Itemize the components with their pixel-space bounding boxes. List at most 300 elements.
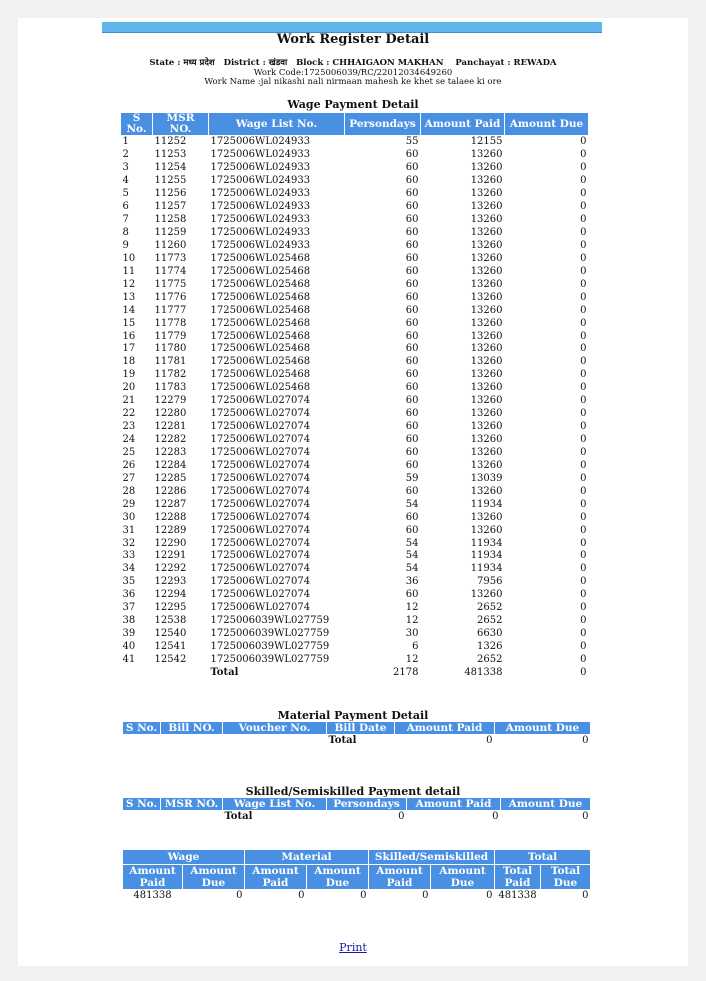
material-total-row — [123, 735, 591, 748]
table-row — [121, 602, 589, 615]
row-amount-due: 0 — [580, 162, 587, 174]
row-persondays: 55 — [405, 136, 419, 148]
summary-wage-paid: 481338 — [133, 890, 172, 902]
row-persondays: 60 — [405, 149, 419, 161]
row-persondays: 60 — [405, 408, 419, 420]
row-persondays: 60 — [405, 356, 419, 368]
row-msr-no: 12287 — [154, 498, 187, 510]
row-wage-list-no: 1725006WL025468 — [210, 382, 311, 394]
summary-material-paid: 0 — [298, 890, 305, 902]
row-wage-list-no: 1725006WL027074 — [210, 459, 311, 471]
row-amount-paid: 7956 — [477, 576, 503, 588]
row-amount-due: 0 — [580, 589, 587, 601]
table-row — [121, 343, 589, 356]
col-amount-due: Amount Due — [495, 722, 591, 735]
row-amount-paid: 13260 — [470, 188, 503, 200]
table-row — [121, 136, 589, 149]
row-amount-due: 0 — [580, 291, 587, 303]
wage-total-due: 0 — [580, 666, 587, 678]
row-s-no: 25 — [122, 446, 136, 458]
table-row — [121, 317, 589, 330]
row-wage-list-no: 1725006039WL027759 — [210, 653, 330, 665]
row-wage-list-no: 1725006WL024933 — [210, 201, 311, 213]
row-amount-paid: 13260 — [470, 291, 503, 303]
row-amount-due: 0 — [580, 628, 587, 640]
row-wage-list-no: 1725006WL027074 — [210, 524, 311, 536]
row-amount-paid: 13260 — [470, 343, 503, 355]
row-amount-paid: 2652 — [477, 653, 503, 665]
row-msr-no: 12292 — [154, 563, 187, 575]
summary-total-due-header: Total Due — [541, 865, 591, 890]
row-amount-due: 0 — [580, 459, 587, 471]
row-persondays: 12 — [405, 602, 419, 614]
row-s-no: 16 — [122, 330, 136, 342]
row-s-no: 22 — [122, 408, 136, 420]
skilled-total-label: Total — [224, 811, 253, 823]
row-persondays: 6 — [412, 641, 419, 653]
panchayat-value: REWADA — [513, 58, 557, 68]
location-info — [0, 57, 706, 68]
summary-total-due: 0 — [582, 890, 589, 902]
row-amount-paid: 12155 — [470, 136, 503, 148]
row-wage-list-no: 1725006WL025468 — [210, 343, 311, 355]
table-row — [121, 291, 589, 304]
row-msr-no: 11776 — [154, 291, 187, 303]
col-msr-no: MSR NO. — [161, 798, 223, 811]
summary-group-wage: Wage — [123, 850, 245, 865]
row-s-no: 36 — [122, 589, 136, 601]
table-row — [121, 408, 589, 421]
row-amount-due: 0 — [580, 472, 587, 484]
row-msr-no: 11256 — [154, 188, 187, 200]
row-persondays: 60 — [405, 265, 419, 277]
summary-material-paid-header: Amount Paid — [245, 865, 307, 890]
table-row — [121, 278, 589, 291]
row-wage-list-no: 1725006WL027074 — [210, 421, 311, 433]
row-amount-paid: 13260 — [470, 317, 503, 329]
row-s-no: 18 — [122, 356, 136, 368]
row-amount-paid: 11934 — [470, 498, 503, 510]
row-wage-list-no: 1725006WL025468 — [210, 265, 311, 277]
row-s-no: 14 — [122, 304, 136, 316]
state-value: मध्य प्रदेश — [183, 58, 215, 68]
table-row — [121, 369, 589, 382]
skilled-payment-table — [122, 797, 591, 824]
row-wage-list-no: 1725006WL024933 — [210, 136, 311, 148]
table-row — [121, 550, 589, 563]
row-amount-due: 0 — [580, 382, 587, 394]
col-s-no: S No. — [123, 722, 161, 735]
summary-material-due: 0 — [360, 890, 367, 902]
summary-table — [122, 849, 591, 903]
row-wage-list-no: 1725006WL025468 — [210, 304, 311, 316]
row-s-no: 19 — [122, 369, 136, 381]
table-row — [121, 149, 589, 162]
row-s-no: 21 — [122, 395, 136, 407]
row-msr-no: 11777 — [154, 304, 187, 316]
row-s-no: 4 — [122, 175, 129, 187]
row-persondays: 60 — [405, 485, 419, 497]
row-amount-paid: 13260 — [470, 265, 503, 277]
row-wage-list-no: 1725006039WL027759 — [210, 641, 330, 653]
row-s-no: 30 — [122, 511, 136, 523]
row-amount-due: 0 — [580, 563, 587, 575]
row-amount-paid: 6630 — [477, 628, 503, 640]
row-amount-paid: 13260 — [470, 356, 503, 368]
row-wage-list-no: 1725006WL024933 — [210, 175, 311, 187]
row-wage-list-no: 1725006WL027074 — [210, 498, 311, 510]
row-persondays: 59 — [405, 472, 419, 484]
row-amount-due: 0 — [580, 149, 587, 161]
state-label: State : — [149, 58, 181, 68]
row-persondays: 60 — [405, 201, 419, 213]
row-msr-no: 12284 — [154, 459, 187, 471]
row-msr-no: 11779 — [154, 330, 187, 342]
row-amount-paid: 13260 — [470, 214, 503, 226]
row-msr-no: 11259 — [154, 227, 187, 239]
summary-values-row — [123, 890, 591, 903]
table-row — [121, 265, 589, 278]
table-row — [121, 576, 589, 589]
col-amount-due: Amount Due — [505, 113, 589, 136]
skilled-total-paid: 0 — [492, 811, 499, 823]
row-amount-due: 0 — [580, 317, 587, 329]
row-amount-paid: 11934 — [470, 537, 503, 549]
work-code: Work Code:1725006039/RC/22012034649260 — [253, 68, 453, 78]
row-persondays: 54 — [405, 498, 419, 510]
row-wage-list-no: 1725006WL025468 — [210, 356, 311, 368]
row-s-no: 35 — [122, 576, 136, 588]
row-persondays: 60 — [405, 278, 419, 290]
row-amount-due: 0 — [580, 550, 587, 562]
table-row — [121, 615, 589, 628]
table-row — [121, 214, 589, 227]
row-msr-no: 12294 — [154, 589, 187, 601]
row-s-no: 26 — [122, 459, 136, 471]
table-row — [121, 563, 589, 576]
summary-total-paid-header: Total Paid — [495, 865, 541, 890]
wage-total-persondays: 2178 — [393, 666, 419, 678]
col-amount-due: Amount Due — [501, 798, 591, 811]
row-msr-no: 11775 — [154, 278, 187, 290]
row-amount-due: 0 — [580, 421, 587, 433]
col-amount-paid: Amount Paid — [395, 722, 495, 735]
row-msr-no: 11258 — [154, 214, 187, 226]
row-persondays: 60 — [405, 459, 419, 471]
row-amount-paid: 11934 — [470, 563, 503, 575]
row-amount-due: 0 — [580, 498, 587, 510]
row-msr-no: 12282 — [154, 434, 187, 446]
row-wage-list-no: 1725006WL027074 — [210, 485, 311, 497]
row-msr-no: 12286 — [154, 485, 187, 497]
col-msr-no: MSR NO. — [153, 113, 209, 136]
row-wage-list-no: 1725006WL024933 — [210, 227, 311, 239]
row-s-no: 20 — [122, 382, 136, 394]
row-msr-no: 12290 — [154, 537, 187, 549]
row-amount-due: 0 — [580, 485, 587, 497]
row-s-no: 7 — [122, 214, 129, 226]
row-amount-paid: 13260 — [470, 382, 503, 394]
row-wage-list-no: 1725006WL027074 — [210, 446, 311, 458]
row-amount-paid: 11934 — [470, 550, 503, 562]
summary-wage-due: 0 — [236, 890, 243, 902]
row-wage-list-no: 1725006WL024933 — [210, 162, 311, 174]
skilled-total-row — [123, 811, 591, 824]
row-msr-no: 12540 — [154, 628, 187, 640]
row-persondays: 54 — [405, 550, 419, 562]
skilled-section-title: Skilled/Semiskilled Payment detail — [245, 785, 461, 798]
row-s-no: 40 — [122, 641, 136, 653]
row-amount-due: 0 — [580, 136, 587, 148]
col-voucher-no: Voucher No. — [223, 722, 327, 735]
row-s-no: 39 — [122, 628, 136, 640]
row-amount-due: 0 — [580, 265, 587, 277]
row-persondays: 54 — [405, 537, 419, 549]
row-wage-list-no: 1725006WL027074 — [210, 395, 311, 407]
row-s-no: 32 — [122, 537, 136, 549]
row-s-no: 15 — [122, 317, 136, 329]
row-amount-due: 0 — [580, 615, 587, 627]
print-link[interactable]: Print — [339, 941, 367, 954]
col-wage-list-no: Wage List No. — [209, 113, 345, 136]
row-wage-list-no: 1725006WL024933 — [210, 239, 311, 251]
row-amount-paid: 1326 — [477, 641, 503, 653]
row-amount-paid: 13260 — [470, 395, 503, 407]
row-wage-list-no: 1725006WL025468 — [210, 317, 311, 329]
page-title: Work Register Detail — [276, 32, 430, 47]
wage-total-row — [121, 666, 589, 679]
row-amount-due: 0 — [580, 511, 587, 523]
row-wage-list-no: 1725006039WL027759 — [210, 628, 330, 640]
material-section-title: Material Payment Detail — [277, 709, 429, 722]
row-amount-paid: 13260 — [470, 252, 503, 264]
table-row — [121, 188, 589, 201]
row-persondays: 60 — [405, 446, 419, 458]
summary-skilled-due: 0 — [486, 890, 493, 902]
table-row — [121, 201, 589, 214]
row-amount-due: 0 — [580, 330, 587, 342]
table-row — [121, 434, 589, 447]
row-amount-due: 0 — [580, 239, 587, 251]
summary-material-due-header: Amount Due — [307, 865, 369, 890]
row-persondays: 12 — [405, 615, 419, 627]
row-wage-list-no: 1725006WL025468 — [210, 330, 311, 342]
row-amount-paid: 2652 — [477, 615, 503, 627]
row-msr-no: 12541 — [154, 641, 187, 653]
col-persondays: Persondays — [327, 798, 407, 811]
row-amount-due: 0 — [580, 201, 587, 213]
row-persondays: 54 — [405, 563, 419, 575]
row-wage-list-no: 1725006WL027074 — [210, 537, 311, 549]
row-s-no: 29 — [122, 498, 136, 510]
material-total-label: Total — [328, 735, 357, 747]
table-row — [121, 524, 589, 537]
row-msr-no: 11254 — [154, 162, 187, 174]
wage-total-label: Total — [210, 666, 239, 678]
table-row — [121, 472, 589, 485]
row-amount-paid: 13260 — [470, 175, 503, 187]
table-row — [121, 641, 589, 654]
summary-skilled-paid-header: Amount Paid — [369, 865, 431, 890]
row-msr-no: 11260 — [154, 239, 187, 251]
row-persondays: 30 — [405, 628, 419, 640]
row-s-no: 17 — [122, 343, 136, 355]
row-msr-no: 11783 — [154, 382, 187, 394]
row-wage-list-no: 1725006WL025468 — [210, 291, 311, 303]
row-msr-no: 11780 — [154, 343, 187, 355]
block-label: Block : — [296, 58, 330, 68]
col-s-no: S No. — [121, 113, 153, 136]
row-amount-due: 0 — [580, 408, 587, 420]
row-msr-no: 11255 — [154, 175, 187, 187]
row-s-no: 38 — [122, 615, 136, 627]
row-amount-due: 0 — [580, 343, 587, 355]
row-amount-paid: 13260 — [470, 446, 503, 458]
row-msr-no: 11257 — [154, 201, 187, 213]
row-amount-due: 0 — [580, 252, 587, 264]
col-s-no: S No. — [123, 798, 161, 811]
row-persondays: 60 — [405, 239, 419, 251]
skilled-total-due: 0 — [582, 811, 589, 823]
row-amount-paid: 13260 — [470, 434, 503, 446]
row-wage-list-no: 1725006WL027074 — [210, 434, 311, 446]
row-wage-list-no: 1725006WL027074 — [210, 589, 311, 601]
row-msr-no: 12291 — [154, 550, 187, 562]
row-wage-list-no: 1725006WL025468 — [210, 252, 311, 264]
row-msr-no: 12542 — [154, 653, 187, 665]
row-amount-paid: 13260 — [470, 511, 503, 523]
table-row — [121, 628, 589, 641]
table-row — [121, 227, 589, 240]
row-msr-no: 12280 — [154, 408, 187, 420]
row-amount-due: 0 — [580, 304, 587, 316]
row-wage-list-no: 1725006WL025468 — [210, 278, 311, 290]
wage-section-title: Wage Payment Detail — [287, 98, 419, 111]
row-persondays: 60 — [405, 434, 419, 446]
row-s-no: 8 — [122, 227, 129, 239]
row-amount-due: 0 — [580, 395, 587, 407]
row-s-no: 10 — [122, 252, 136, 264]
row-amount-due: 0 — [580, 227, 587, 239]
row-s-no: 9 — [122, 239, 129, 251]
row-s-no: 5 — [122, 188, 129, 200]
row-amount-paid: 13260 — [470, 239, 503, 251]
row-msr-no: 11774 — [154, 265, 187, 277]
row-persondays: 60 — [405, 317, 419, 329]
row-wage-list-no: 1725006WL024933 — [210, 149, 311, 161]
row-amount-paid: 13260 — [470, 408, 503, 420]
row-s-no: 2 — [122, 149, 129, 161]
work-name: Work Name :jal nikashi nali nirmaan mahesh ke khet se talaee ki ore — [204, 77, 502, 87]
row-msr-no: 12538 — [154, 615, 187, 627]
district-label: District : — [223, 58, 266, 68]
row-amount-due: 0 — [580, 653, 587, 665]
summary-skilled-due-header: Amount Due — [431, 865, 495, 890]
col-persondays: Persondays — [345, 113, 421, 136]
row-persondays: 60 — [405, 188, 419, 200]
row-s-no: 13 — [122, 291, 136, 303]
row-amount-paid: 13260 — [470, 149, 503, 161]
material-total-paid: 0 — [486, 735, 493, 747]
row-persondays: 60 — [405, 511, 419, 523]
row-persondays: 60 — [405, 343, 419, 355]
summary-group-total: Total — [495, 850, 591, 865]
row-wage-list-no: 1725006WL027074 — [210, 511, 311, 523]
district-value: खंडवा — [268, 58, 288, 68]
row-wage-list-no: 1725006WL027074 — [210, 408, 311, 420]
row-s-no: 34 — [122, 563, 136, 575]
summary-group-skilled: Skilled/Semiskilled — [369, 850, 495, 865]
row-s-no: 12 — [122, 278, 136, 290]
row-persondays: 36 — [405, 576, 419, 588]
row-s-no: 3 — [122, 162, 129, 174]
summary-total-paid: 481338 — [498, 890, 537, 902]
row-wage-list-no: 1725006WL027074 — [210, 576, 311, 588]
row-amount-due: 0 — [580, 446, 587, 458]
row-wage-list-no: 1725006039WL027759 — [210, 615, 330, 627]
table-row — [121, 304, 589, 317]
material-payment-table — [122, 721, 591, 748]
row-s-no: 23 — [122, 421, 136, 433]
row-msr-no: 11253 — [154, 149, 187, 161]
row-msr-no: 12288 — [154, 511, 187, 523]
row-amount-due: 0 — [580, 214, 587, 226]
row-amount-paid: 13260 — [470, 524, 503, 536]
row-msr-no: 12289 — [154, 524, 187, 536]
row-msr-no: 12295 — [154, 602, 187, 614]
summary-wage-due-header: Amount Due — [183, 865, 245, 890]
table-row — [121, 240, 589, 253]
row-amount-paid: 13260 — [470, 485, 503, 497]
col-wage-list-no: Wage List No. — [223, 798, 327, 811]
row-amount-due: 0 — [580, 278, 587, 290]
table-row — [121, 447, 589, 460]
row-amount-paid: 13260 — [470, 201, 503, 213]
row-s-no: 37 — [122, 602, 136, 614]
row-amount-paid: 13260 — [470, 304, 503, 316]
row-amount-due: 0 — [580, 175, 587, 187]
summary-wage-paid-header: Amount Paid — [123, 865, 183, 890]
table-row — [121, 485, 589, 498]
panchayat-label: Panchayat : — [455, 58, 511, 68]
row-amount-due: 0 — [580, 576, 587, 588]
row-amount-paid: 13260 — [470, 459, 503, 471]
col-bill-no: Bill NO. — [161, 722, 223, 735]
summary-group-material: Material — [245, 850, 369, 865]
row-s-no: 24 — [122, 434, 136, 446]
row-s-no: 41 — [122, 653, 136, 665]
row-msr-no: 11773 — [154, 252, 187, 264]
row-s-no: 1 — [122, 136, 129, 148]
table-row — [121, 511, 589, 524]
row-persondays: 60 — [405, 291, 419, 303]
row-persondays: 60 — [405, 382, 419, 394]
table-row — [121, 589, 589, 602]
row-msr-no: 11781 — [154, 356, 187, 368]
row-s-no: 6 — [122, 201, 129, 213]
table-row — [121, 395, 589, 408]
table-row — [121, 382, 589, 395]
row-s-no: 27 — [122, 472, 136, 484]
row-persondays: 60 — [405, 524, 419, 536]
col-amount-paid: Amount Paid — [407, 798, 501, 811]
row-wage-list-no: 1725006WL024933 — [210, 214, 311, 226]
row-amount-due: 0 — [580, 188, 587, 200]
row-wage-list-no: 1725006WL027074 — [210, 602, 311, 614]
row-persondays: 60 — [405, 175, 419, 187]
row-msr-no: 12285 — [154, 472, 187, 484]
col-bill-date: Bill Date — [327, 722, 395, 735]
